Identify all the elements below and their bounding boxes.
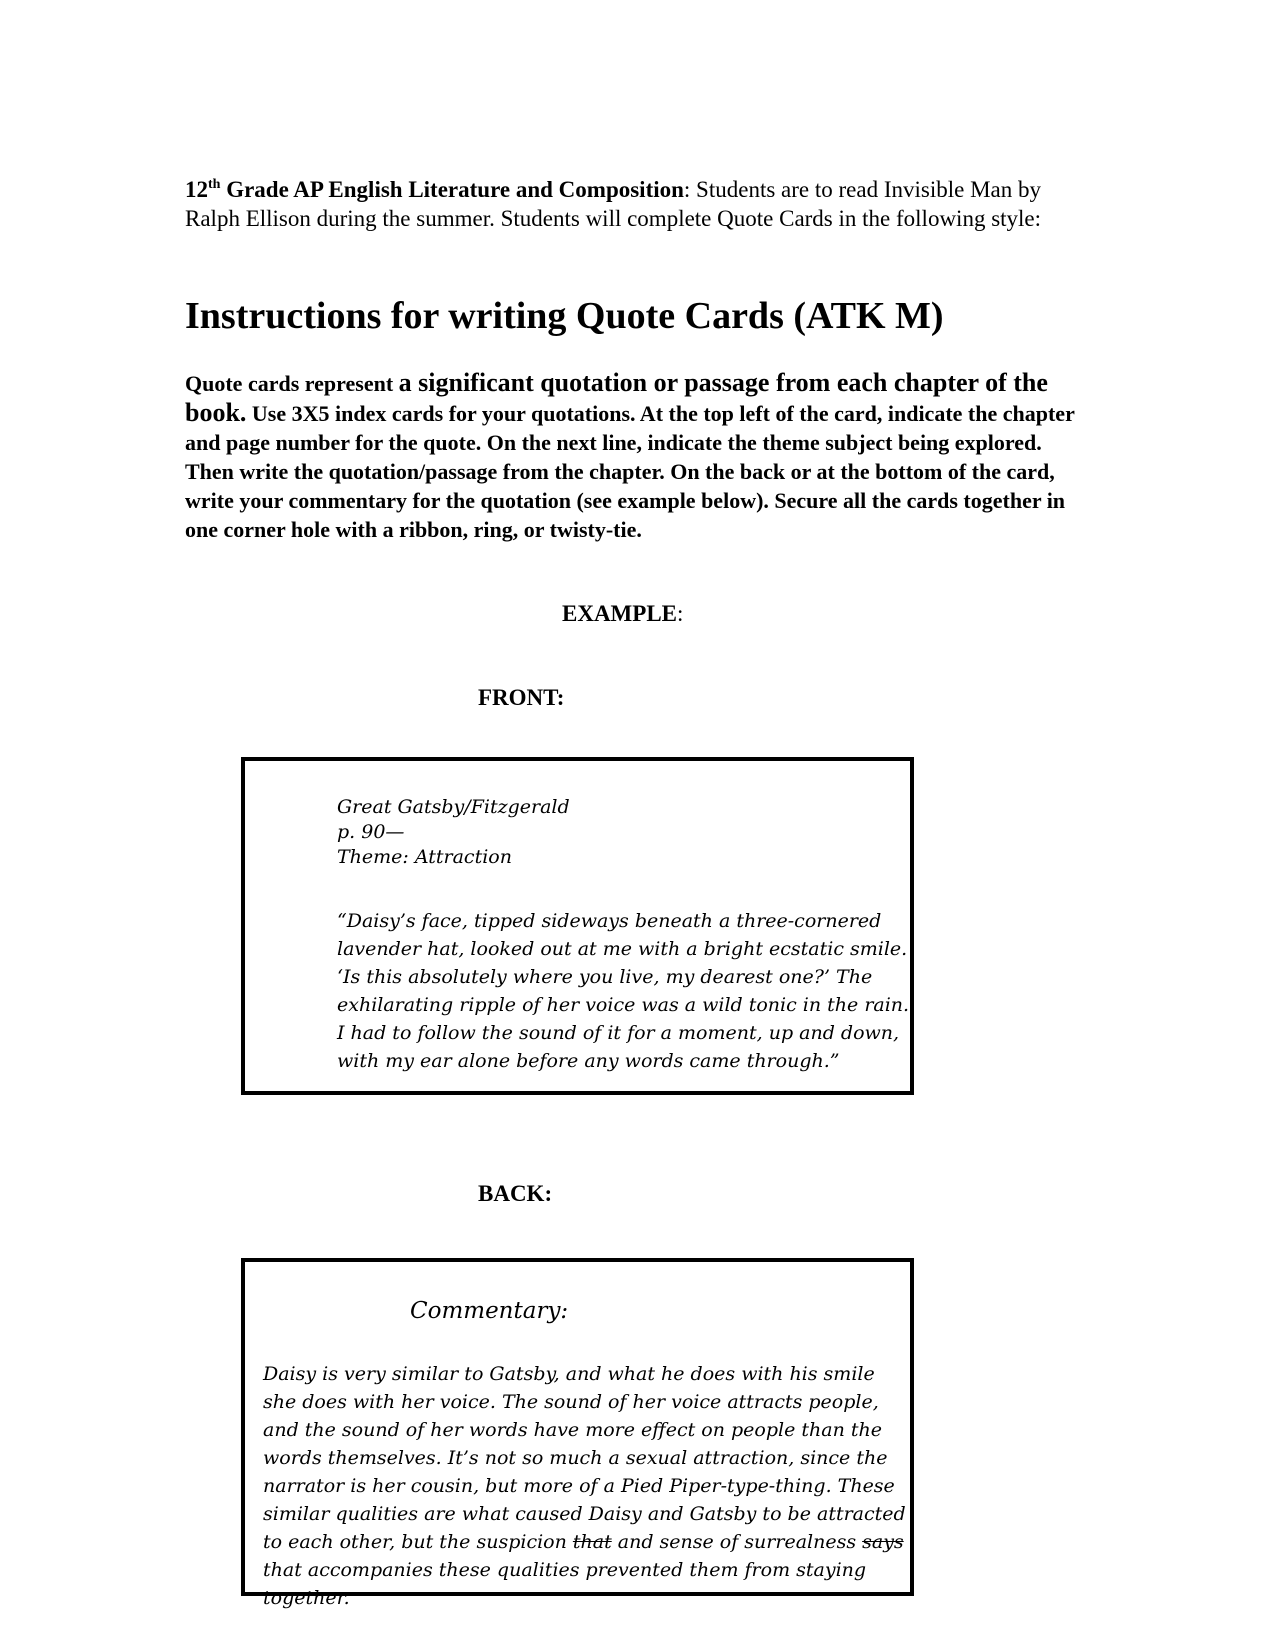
commentary-title: Commentary: — [410, 1298, 569, 1324]
course-title: 12th Grade AP English Literature and Composition — [185, 177, 684, 202]
page-title: Instructions for writing Quote Cards (ATK M) — [185, 295, 944, 337]
instructions-paragraph: Quote cards represent a significant quotation or passage from each chapter of the book. Use 3X5 index cards for your quotations. At the top left of the card, indicate the chapter and page number for the quote. On the next line, indicate the theme subject being explored. Then write the quotation/passage from the chapter. On the back or at the bottom of the card, write your commentary for the quotation (see example below). Secure all the cards together in one corner hole with a ribbon, ring, or twisty-tie. — [185, 368, 1075, 542]
front-card-quote: “Daisy’s face, tipped sideways beneath a three-cornered lavender hat, looked out at me with a bright ecstatic smile. ‘Is this absolutely where you live, my dearest one?’ The exhilarating ripple of her voice was a wild tonic in the rain. I had to follow the sound of it for a moment, up and down, with my ear alone before any words came through.” — [337, 910, 910, 1072]
intro-text: : Students are to read Invisible Man by Ralph Ellison during the summer. Students will complete Quote Cards in the following style: — [185, 177, 1042, 231]
book-title: Great Gatsby/Fitzgerald — [337, 796, 570, 818]
struck-word-says: says — [862, 1531, 904, 1553]
front-label: FRONT: — [478, 685, 565, 710]
page-number: p. 90— — [337, 821, 405, 843]
front-card-header — [337, 795, 897, 870]
back-label: BACK: — [478, 1181, 553, 1206]
struck-word-that: that — [572, 1531, 612, 1553]
example-label: EXAMPLE: — [562, 601, 684, 626]
commentary-text: Daisy is very similar to Gatsby, and what he does with his smile she does with her voice. The sound of her voice attracts people, and the sound of her words have more effect on people than the words themselves. It’s not so much a sexual attraction, since the narrator is her cousin, but more of a Pied Piper-type-thing. These similar qualities are what caused Daisy and Gatsby to be attracted to each other, but the suspicion that and sense of surrealness says that accompanies these qualities prevented them from staying together. — [263, 1363, 906, 1609]
intro-paragraph — [185, 175, 1085, 233]
front-card — [241, 757, 914, 1095]
theme-line: Theme: Attraction — [337, 846, 512, 868]
back-card — [241, 1258, 914, 1609]
